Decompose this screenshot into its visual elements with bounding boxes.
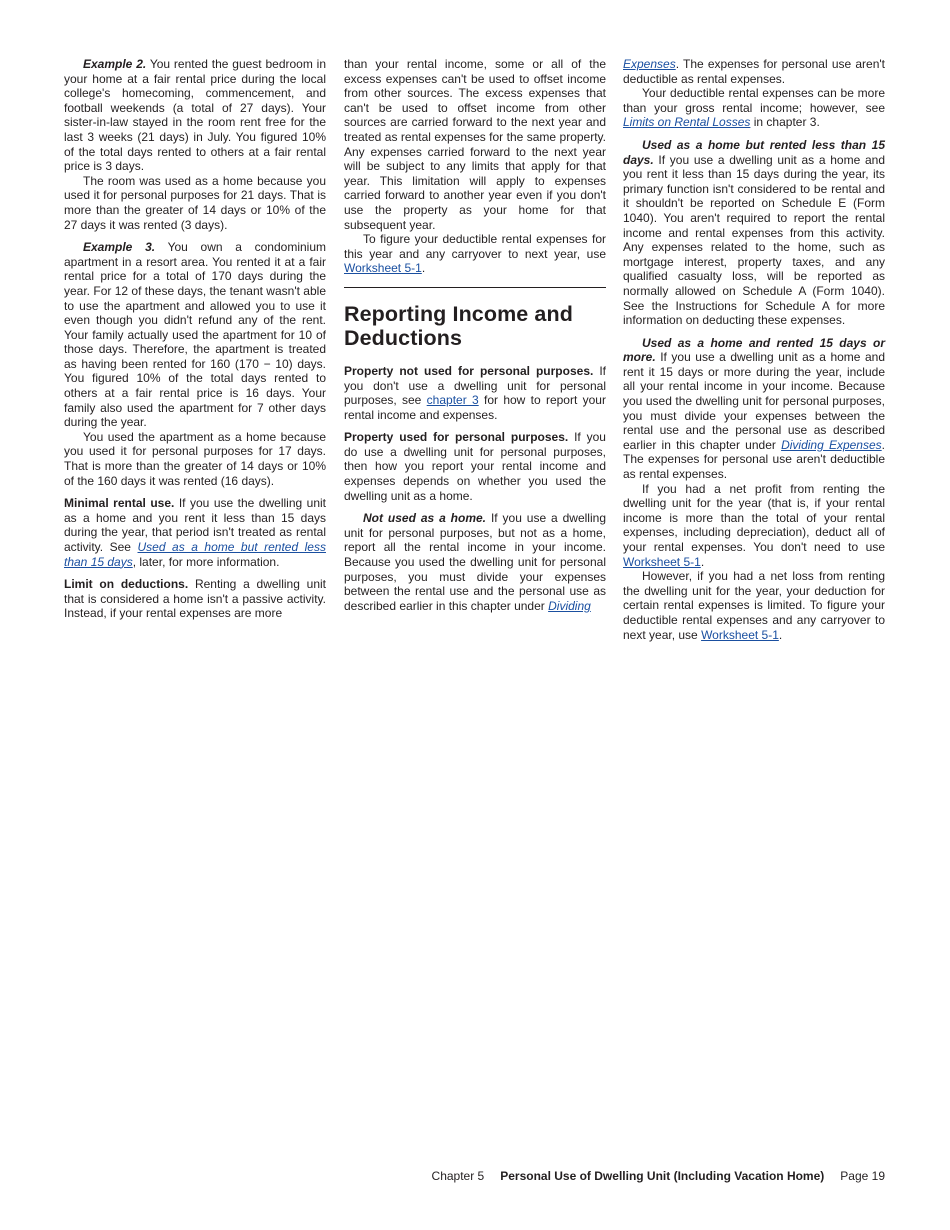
not-personal-use-label: Property not used for personal purposes. (344, 363, 594, 378)
example-2-label: Example 2. (83, 57, 147, 71)
minimal-rental-use-text: If you use the dwelling unit as a home and you rent it less than 15 days during the year, that period isn't treated as rental activity. See (64, 496, 327, 554)
example-2-text: You rented the guest bedroom in your home at a fair rental price during the local college's homecoming, commencement, and football weekends (a total of 27 days). Your sister-in-law stayed in the room rent free for the last 3 weeks (21 days) in July. You figured 10% of the total days rented to others at a fair rental price is 3 days. (64, 57, 327, 174)
personal-use-text: If you do use a dwelling unit for personal purposes, then how you report your rental income and expenses depends on whether you used the dwelling unit as a home. (344, 430, 606, 503)
dividing-expenses-link-2[interactable]: Dividing Expenses (781, 437, 882, 452)
rented-less-than-15-days-text: If you use a dwelling unit as a home and you rent it less than 15 days during the year, its primary function isn't considered to be rental and it shouldn't be reported on Schedule E (Form 1040). You aren't required to report the rental income and rental expenses from this activity. Any expenses related to the home, such as mortgage interest, property taxes, and any qualified casualty loss, will be reported as normally allowed on Schedule A (Form 1040). See the Instructions for Schedule A for more information on deducting these expenses. (623, 152, 885, 328)
net-loss-text: However, if you had a net loss from renting the dwelling unit for the year, your deduction for certain rental expenses is limited. To figure your deductible rental expenses and any carryover to next year, use (623, 569, 885, 642)
footer-page-number: Page 19 (840, 1169, 885, 1183)
personal-use-paragraph (344, 430, 606, 503)
rented-15-days-or-more-text-end: . The expenses for personal use aren't deductible as rental expenses. (623, 437, 886, 482)
not-used-as-home-text: If you use a dwelling unit for personal purposes, but not as a home, report all the rental income in your income. Because you used the dwelling unit for personal purposes, you must divide your expenses between the rental use and the personal use as described earlier in this chapter under (344, 511, 606, 613)
net-profit-paragraph (623, 482, 885, 570)
rented-15-days-or-more-text: If you use a dwelling unit as a home and rent it 15 days or more during the year, include all your rental income in your income. Because you used the dwelling unit for personal purposes, you must divide your expenses between the rental use and the personal use as described earlier in this chapter under (623, 350, 886, 452)
figure-deductible-end: . (421, 261, 426, 276)
figure-deductible-text: To figure your deductible rental expenses for this year and any carryover to next year, use (344, 232, 606, 261)
deductible-more-text: Your deductible rental expenses can be more than your gross rental income; however, see (623, 86, 885, 115)
net-profit-end: . (700, 554, 705, 569)
rented-15-days-or-more-label: Used as a home and rented 15 days or more. (623, 335, 885, 365)
chapter-3-link[interactable]: chapter 3 (426, 393, 479, 408)
worksheet-5-1-link-2[interactable]: Worksheet 5-1 (623, 554, 701, 569)
not-personal-use-paragraph (344, 364, 606, 422)
rented-less-than-15-days-paragraph (623, 138, 885, 328)
footer-chapter: Chapter 5 (431, 1169, 485, 1183)
not-personal-use-text-end: for how to report your rental income and expenses. (344, 393, 606, 422)
minimal-rental-use-paragraph (64, 496, 326, 569)
example-3-text: You own a condominium apartment in a resort area. You rented it at a fair rental price for a total of 170 days during the year. For 12 of these days, the tenant wasn't able to use the apartment and allowed you to use it even though you didn't refund any of the rent. Your family actually used the apartment for 10 of those days. Therefore, the apartment is treated as having been rented for 160 (170 − 10) days. You figured 10% of the total days rented to others at a fair rental price is 16 days. Your family also used the apartment for 7 other days during the year. (64, 240, 327, 430)
section-divider (344, 287, 606, 288)
minimal-rental-use-label: Minimal rental use. (64, 496, 175, 511)
limits-on-rental-losses-link[interactable]: Limits on Rental Losses (623, 115, 751, 130)
example-2-conclusion: The room was used as a home because you used it for personal purposes for 21 days. That is more than the greater of 14 days or 10% of the 27 days it was rented (3 days). (64, 173, 326, 232)
example-2-paragraph (64, 57, 326, 174)
example-3-conclusion: You used the apartment as a home because you used it for personal purposes for 17 days. That is more than the greater of 14 days or 10% of the 160 days it was rented (16 days). (64, 429, 326, 488)
personal-expenses-text: . The expenses for personal use aren't deductible as rental expenses. (623, 57, 885, 86)
limit-on-deductions-text: Renting a dwelling unit that is considered a home isn't a passive activity. Instead, if your rental expenses are more (64, 577, 326, 621)
rented-15-days-or-more-paragraph (623, 336, 885, 482)
personal-expenses-paragraph (623, 57, 885, 86)
net-profit-text: If you had a net profit from renting the dwelling unit for the year (that is, if your rental income is more than the total of your rental expenses, including depreciation), deduct all of your rental expenses. You don't need to use (623, 481, 885, 554)
section-heading: Reporting Income and Deductions (344, 301, 573, 350)
not-used-as-home-paragraph (344, 511, 606, 613)
not-personal-use-text: If you don't use a dwelling unit for personal purposes, see (344, 363, 606, 408)
limit-on-deductions-paragraph (64, 577, 326, 621)
worksheet-5-1-link-3[interactable]: Worksheet 5-1 (701, 627, 779, 642)
minimal-rental-use-text-end: , later, for more information. (132, 554, 280, 569)
net-loss-end: . (778, 627, 783, 642)
rented-less-than-15-days-label: Used as a home but rented less than 15 days. (623, 137, 885, 167)
figure-deductible-paragraph (344, 232, 606, 276)
personal-use-label: Property used for personal purposes. (344, 430, 569, 445)
column-right (623, 57, 885, 642)
page-footer (64, 1169, 885, 1183)
net-loss-paragraph (623, 569, 885, 642)
deductible-more-than-income-paragraph (623, 86, 885, 130)
footer-title: Personal Use of Dwelling Unit (Including Vacation Home) (500, 1169, 825, 1183)
example-3-label: Example 3. (83, 240, 156, 255)
excess-expenses-paragraph: than your rental income, some or all of the excess expenses can't be used to offset income from other sources. The excess expenses that can't be used to offset income from other sources are carried forward to the next year and treated as rental expenses for the same property. Any expenses carried forward to the next year will be subject to any limits that apply for that year. This limitation will apply to expenses carried forward to another year even if you don't use the property as your home for that subsequent year. (344, 57, 606, 232)
dividing-expenses-link[interactable]: Dividing (548, 598, 591, 613)
worksheet-5-1-link[interactable]: Worksheet 5-1 (344, 261, 422, 276)
deductible-more-end: in chapter 3. (753, 115, 820, 130)
not-used-as-home-label: Not used as a home. (363, 511, 487, 526)
limit-on-deductions-label: Limit on deductions. (64, 577, 189, 592)
column-middle (344, 57, 606, 613)
used-as-home-less-than-15-days-link[interactable]: Used as a home but rented less than 15 days (64, 540, 326, 569)
example-3-paragraph (64, 240, 326, 430)
column-left (64, 57, 326, 621)
expenses-link[interactable]: Expenses (623, 57, 676, 71)
